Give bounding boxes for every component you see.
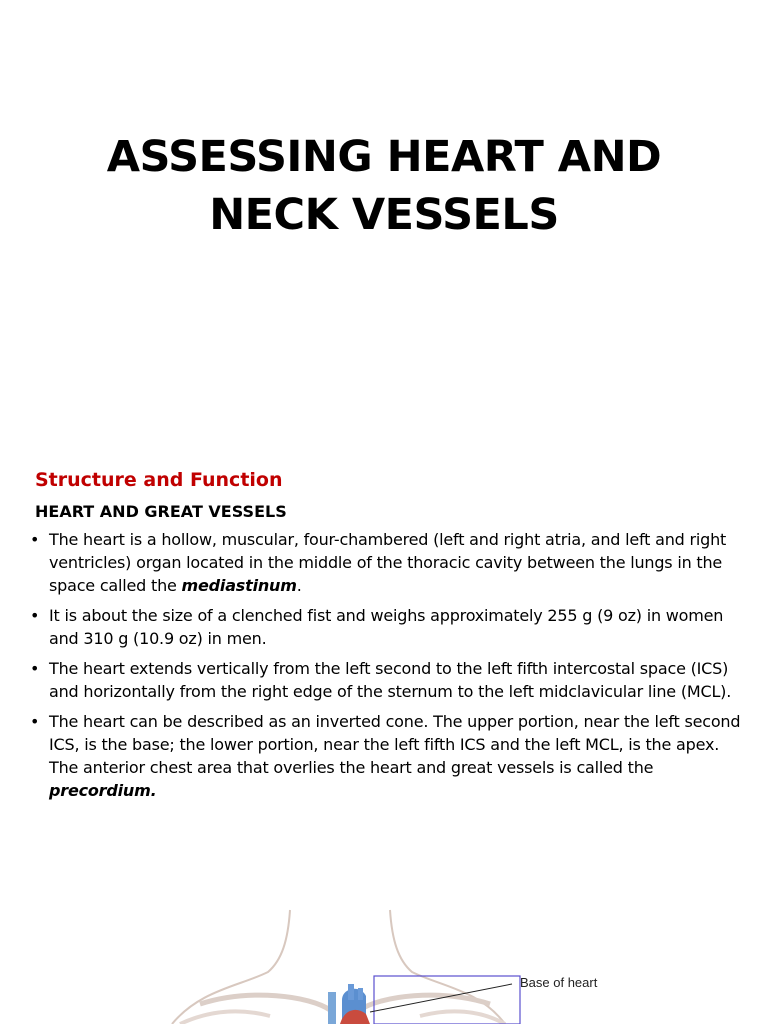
bullet-text: The heart extends vertically from the left second to the left fifth intercostal space (ICS) and horizontally from the right edge of the sternum to the left midclavicular line (MCL). <box>49 659 732 701</box>
bullet-emphasis: mediastinum <box>181 576 297 595</box>
heart-anatomy-illustration <box>160 900 768 1024</box>
great-vessel <box>358 988 363 1000</box>
title-line-2: NECK VESSELS <box>209 190 559 240</box>
neck-left-outline <box>172 910 290 1024</box>
subheading: HEART AND GREAT VESSELS <box>35 502 287 521</box>
title-line-1: ASSESSING HEART AND <box>106 132 662 182</box>
bullet-mark: • <box>30 712 40 731</box>
bullet-mark: • <box>30 659 40 678</box>
bullet-mark: • <box>30 606 40 625</box>
bullet-item <box>30 710 742 802</box>
bullet-item <box>30 657 742 703</box>
bullet-item <box>30 604 742 650</box>
right-clavicle <box>360 995 490 1010</box>
slide-title <box>0 128 768 244</box>
bullet-mark: • <box>30 530 40 549</box>
left-clavicle <box>200 995 330 1010</box>
rib-left <box>180 1011 270 1024</box>
bullet-emphasis: precordium. <box>49 781 157 800</box>
vena-cava <box>328 992 336 1024</box>
bullet-list <box>30 528 742 809</box>
bullet-text: The heart is a hollow, muscular, four-chambered (left and right atria, and left and right ventricles) organ located in the middle of the thoracic cavity between the lungs in the space called the <box>49 530 727 595</box>
great-vessel <box>348 984 354 1000</box>
bullet-text-end: . <box>296 576 302 595</box>
section-heading: Structure and Function <box>35 469 283 491</box>
figure-label-base-of-heart: Base of heart <box>520 975 598 990</box>
bullet-text: It is about the size of a clenched fist and weighs approximately 255 g (9 oz) in women and 310 g (10.9 oz) in men. <box>49 606 724 648</box>
bullet-item <box>30 528 742 597</box>
neck-right-outline <box>390 910 505 1024</box>
rib-right <box>420 1011 505 1024</box>
bullet-text: The heart can be described as an inverted cone. The upper portion, near the left second ICS, is the base; the lower portion, near the left fifth ICS and the left MCL, is the apex. The anterior chest area that overlies the heart and great vessels is called the <box>49 712 741 777</box>
heart-anatomy-figure <box>160 900 768 1024</box>
